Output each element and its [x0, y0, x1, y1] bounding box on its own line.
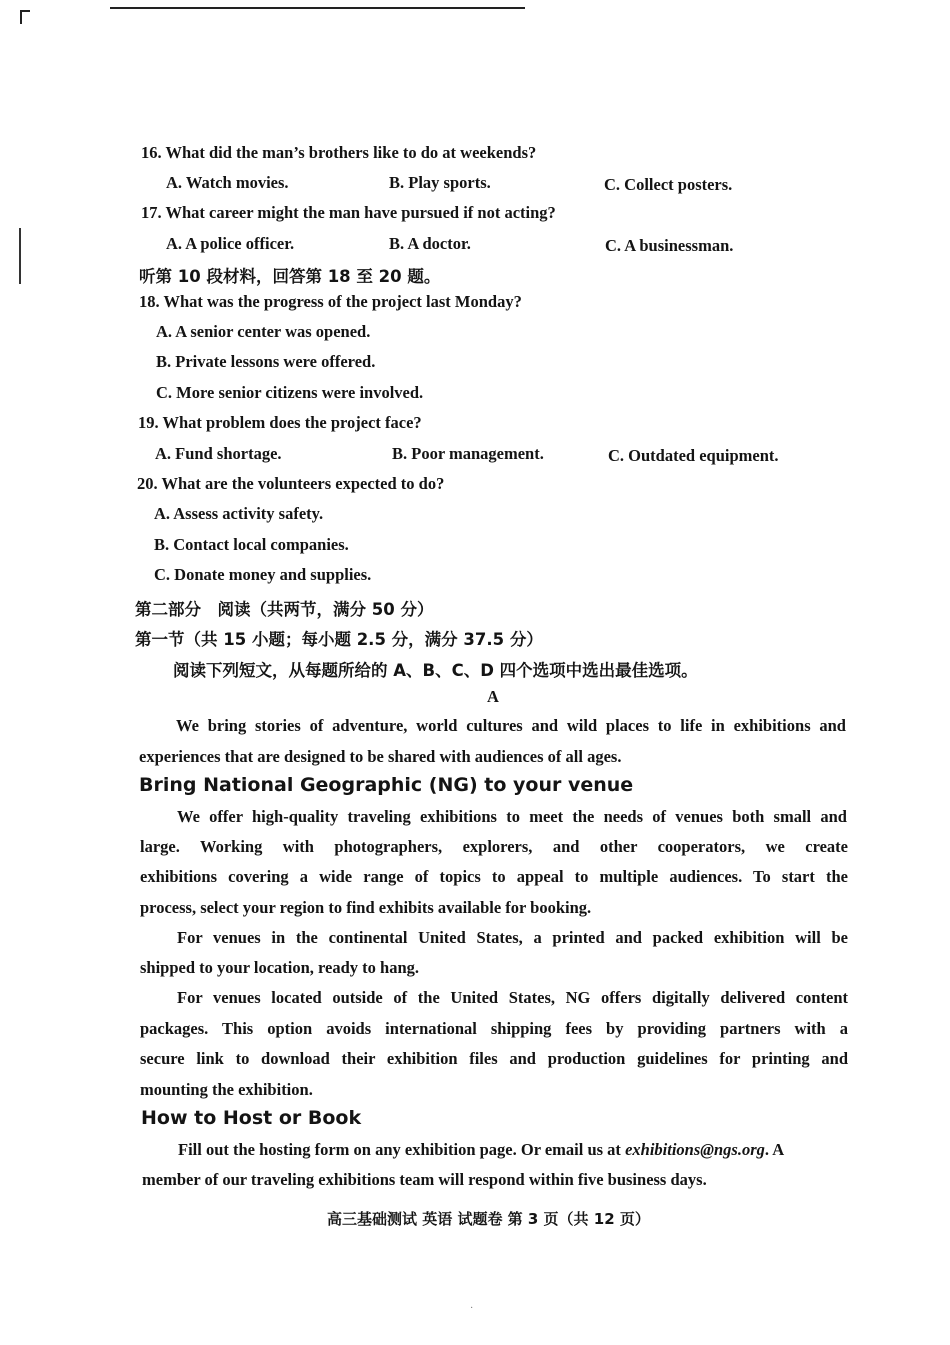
question-18-option-b: B. Private lessons were offered. — [156, 352, 376, 371]
question-18-option-a: A. A senior center was opened. — [156, 322, 371, 341]
paragraph-line: For venues in the continental United States, a printed and packed exhibition will be — [177, 928, 848, 947]
paragraph-line: packages. This option avoids international shipping fees by providing partners with a — [140, 1019, 848, 1038]
section-one-title: 第一节（共 15 小题；每小题 2.5 分，满分 37.5 分） — [135, 630, 543, 649]
question-19-stem: 19. What problem does the project face? — [138, 413, 422, 432]
listening-section-10-instruction: 听第 10 段材料，回答第 18 至 20 题。 — [139, 267, 441, 286]
heading-bring-ng: Bring National Geographic (NG) to your venue — [139, 774, 634, 796]
question-17-option-c: C. A businessman. — [605, 236, 734, 255]
scan-speck: · — [470, 1303, 474, 1314]
part-two-title: 第二部分 阅读（共两节，满分 50 分） — [135, 600, 434, 619]
top-rule — [110, 7, 525, 9]
question-19-option-c: C. Outdated equipment. — [608, 446, 779, 465]
paragraph-line — [178, 1135, 784, 1165]
corner-mark — [20, 10, 22, 24]
question-16-option-c: C. Collect posters. — [604, 175, 733, 194]
question-18-stem: 18. What was the progress of the project last Monday? — [139, 292, 522, 311]
heading-host-or-book: How to Host or Book — [141, 1107, 362, 1129]
question-16-option-b: B. Play sports. — [389, 173, 491, 192]
passage-intro-line: We bring stories of adventure, world cultures and wild places to life in exhibitions and — [176, 716, 846, 735]
paragraph-line: For venues located outside of the United States, NG offers digitally delivered content — [177, 988, 848, 1007]
paragraph-line: shipped to your location, ready to hang. — [140, 958, 420, 977]
question-19-option-a: A. Fund shortage. — [155, 444, 282, 463]
paragraph-line: exhibitions covering a wide range of topics to appeal to multiple audiences. To start the — [140, 867, 848, 886]
question-20-option-b: B. Contact local companies. — [154, 535, 349, 554]
paragraph-line: secure link to download their exhibition files and production guidelines for printing and — [140, 1049, 848, 1068]
passage-intro-line: experiences that are designed to be shared with audiences of all ages. — [139, 747, 622, 766]
corner-mark — [20, 10, 30, 12]
paragraph-line: mounting the exhibition. — [140, 1080, 313, 1099]
question-17-option-a: A. A police officer. — [166, 234, 295, 253]
question-20-option-a: A. Assess activity safety. — [154, 504, 324, 523]
question-18-option-c: C. More senior citizens were involved. — [156, 383, 424, 402]
question-20-option-c: C. Donate money and supplies. — [154, 565, 372, 584]
paragraph-line: We offer high-quality traveling exhibitions to meet the needs of venues both small and — [177, 807, 847, 826]
question-19-option-b: B. Poor management. — [392, 444, 544, 463]
email-link[interactable]: exhibitions@ngs.org — [625, 1140, 765, 1159]
paragraph-text: . A — [764, 1140, 785, 1159]
passage-label: A — [487, 687, 499, 706]
paragraph-line: process, select your region to find exhibits available for booking. — [140, 898, 592, 917]
question-16-option-a: A. Watch movies. — [166, 173, 289, 192]
question-20-stem: 20. What are the volunteers expected to do? — [137, 474, 445, 493]
question-17-stem: 17. What career might the man have pursued if not acting? — [141, 203, 556, 222]
question-17-option-b: B. A doctor. — [389, 234, 471, 253]
page-footer: 高三基础测试 英语 试题卷 第 3 页（共 12 页） — [327, 1210, 650, 1228]
paragraph-text: Fill out the hosting form on any exhibition page. Or email us at — [178, 1140, 626, 1159]
paragraph-line: large. Working with photographers, explorers, and other cooperators, we create — [140, 837, 848, 856]
reading-instruction: 阅读下列短文，从每题所给的 A、B、C、D 四个选项中选出最佳选项。 — [173, 661, 698, 680]
margin-mark — [19, 228, 21, 284]
paragraph-line: member of our traveling exhibitions team will respond within five business days. — [142, 1170, 707, 1189]
question-16-stem: 16. What did the man’s brothers like to do at weekends? — [141, 143, 537, 162]
